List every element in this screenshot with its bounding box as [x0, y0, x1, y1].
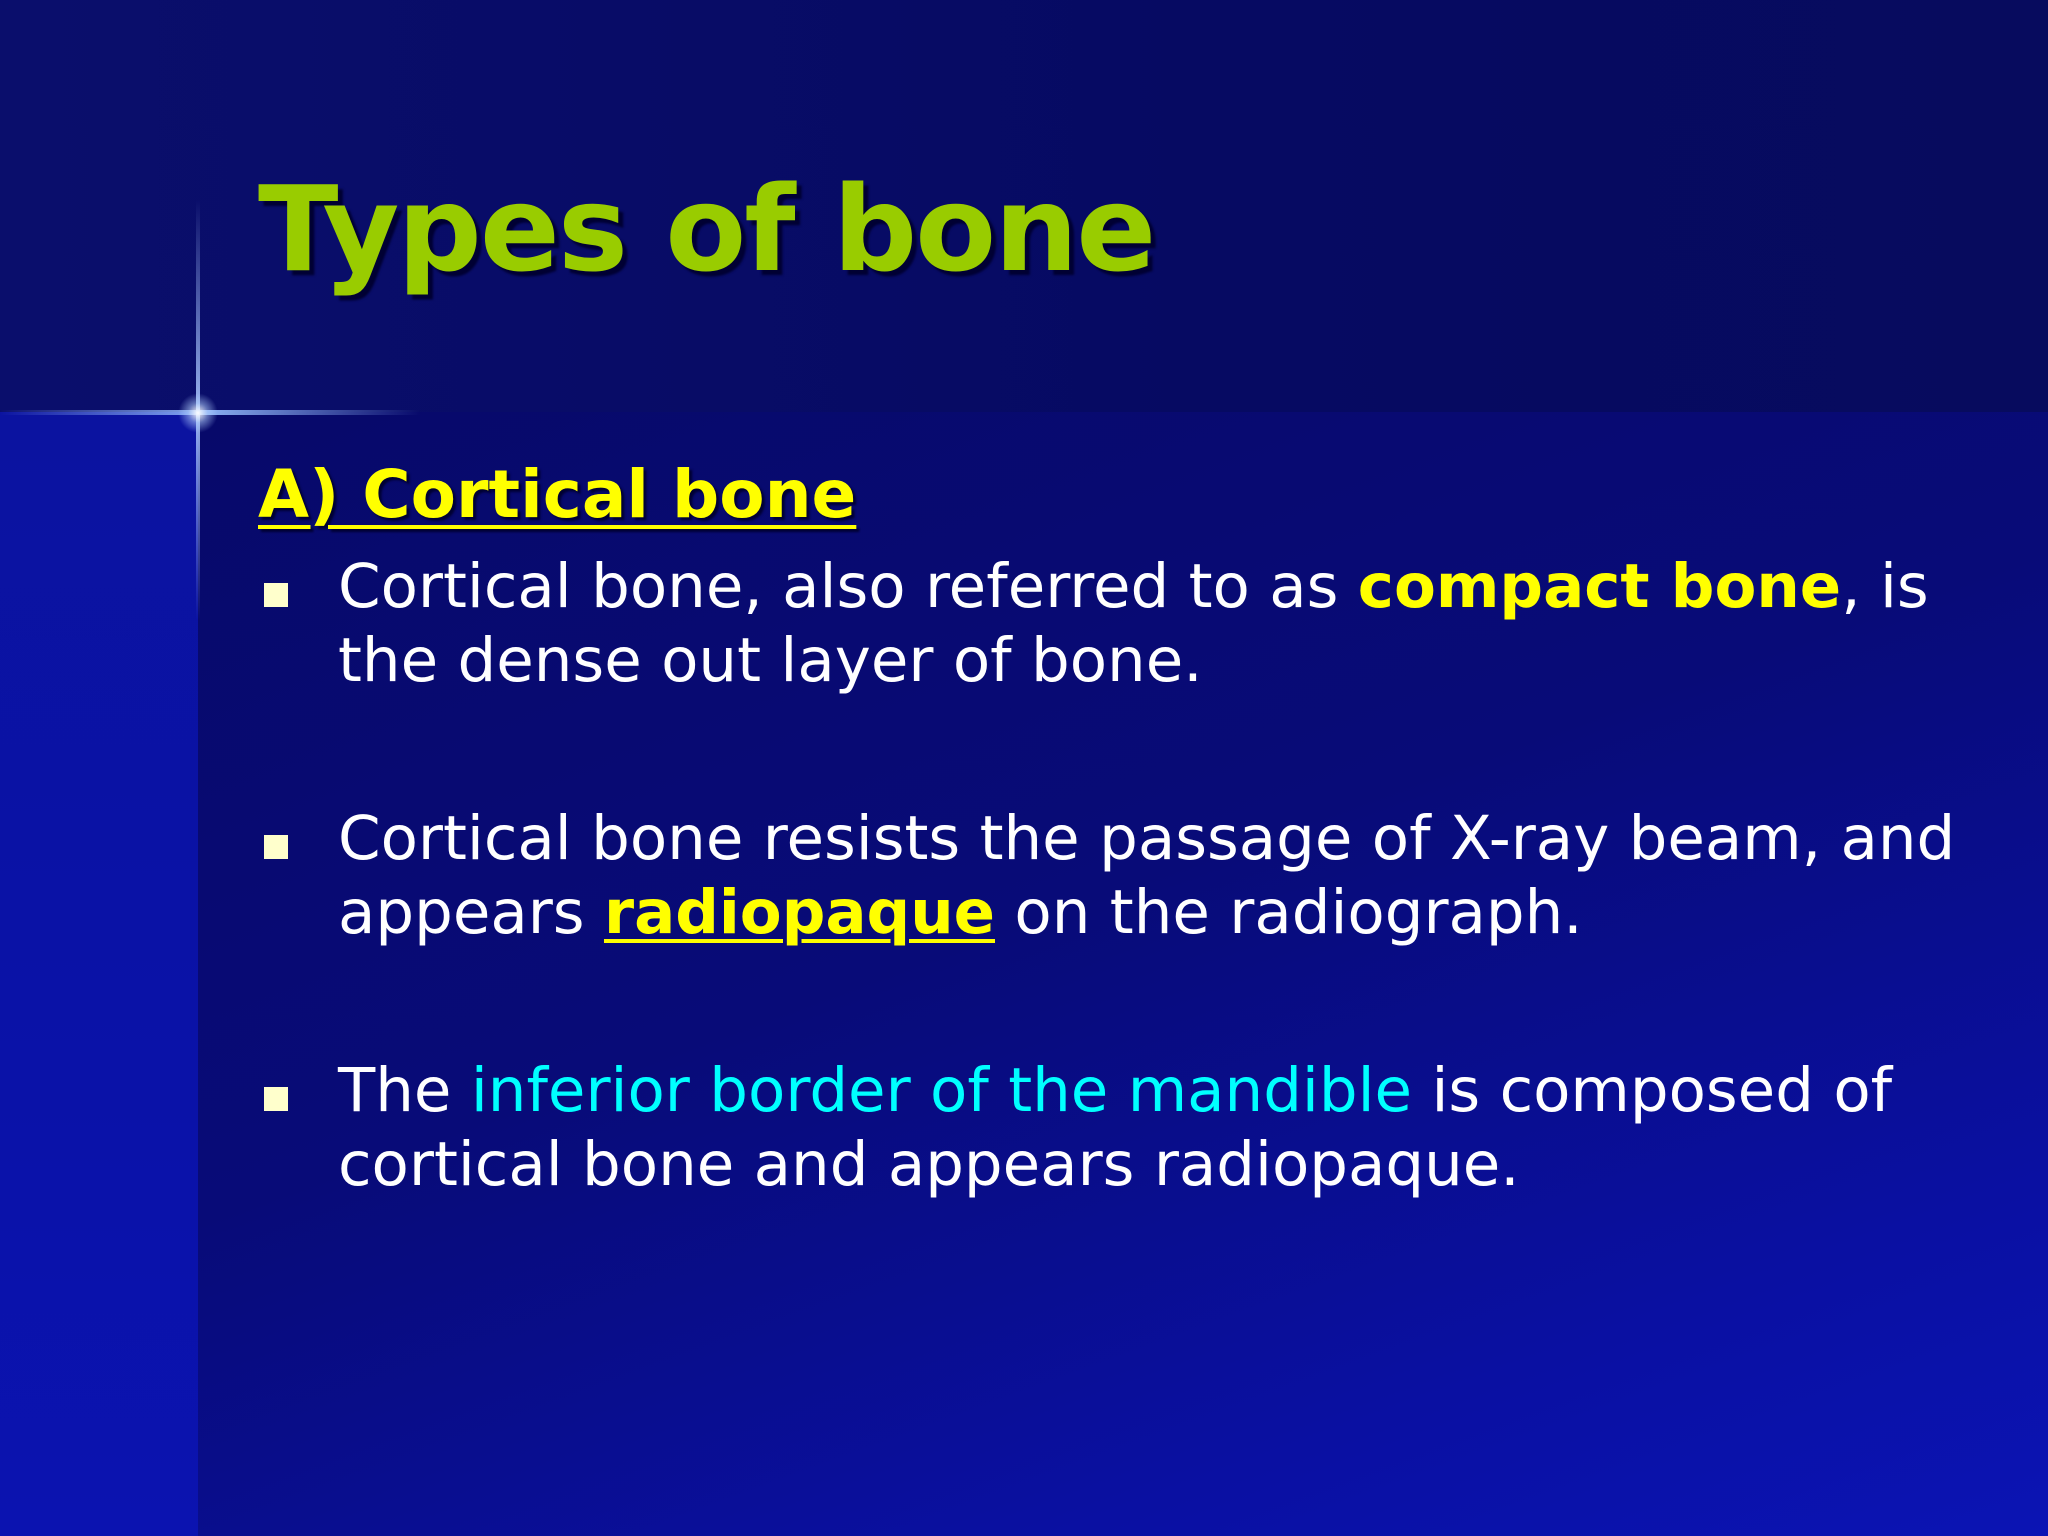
bullet-text-post: is composed of cortical bone and appears radiopaque.	[338, 1055, 1893, 1200]
highlight-radiopaque: radiopaque	[603, 877, 996, 948]
bullet-item-radiopaque	[258, 802, 1958, 950]
left-strip	[0, 412, 198, 1536]
light-flare-core	[178, 393, 218, 433]
slide-title: Types of bone	[258, 160, 1155, 298]
bullet-item-mandible	[258, 1054, 1958, 1202]
bullet-text-pre: Cortical bone, also referred to as	[338, 551, 1358, 622]
bullet-item-compact-bone	[258, 550, 1958, 698]
bullet-text-post: on the radiograph.	[995, 877, 1583, 948]
square-bullet-icon	[264, 835, 288, 859]
bullet-text-post: , is the dense out layer of bone.	[338, 551, 1929, 696]
highlight-compact-bone: compact bone	[1357, 551, 1842, 622]
square-bullet-icon	[264, 583, 288, 607]
bullet-text-pre: Cortical bone resists the passage of X-ray beam, and appears	[338, 803, 1956, 948]
highlight-inferior-border: inferior border of the mandible	[470, 1055, 1413, 1126]
bullet-list	[258, 550, 1958, 1202]
section-heading: A) Cortical bone	[258, 456, 857, 533]
square-bullet-icon	[264, 1087, 288, 1111]
bullet-text-pre: The	[338, 1055, 471, 1126]
